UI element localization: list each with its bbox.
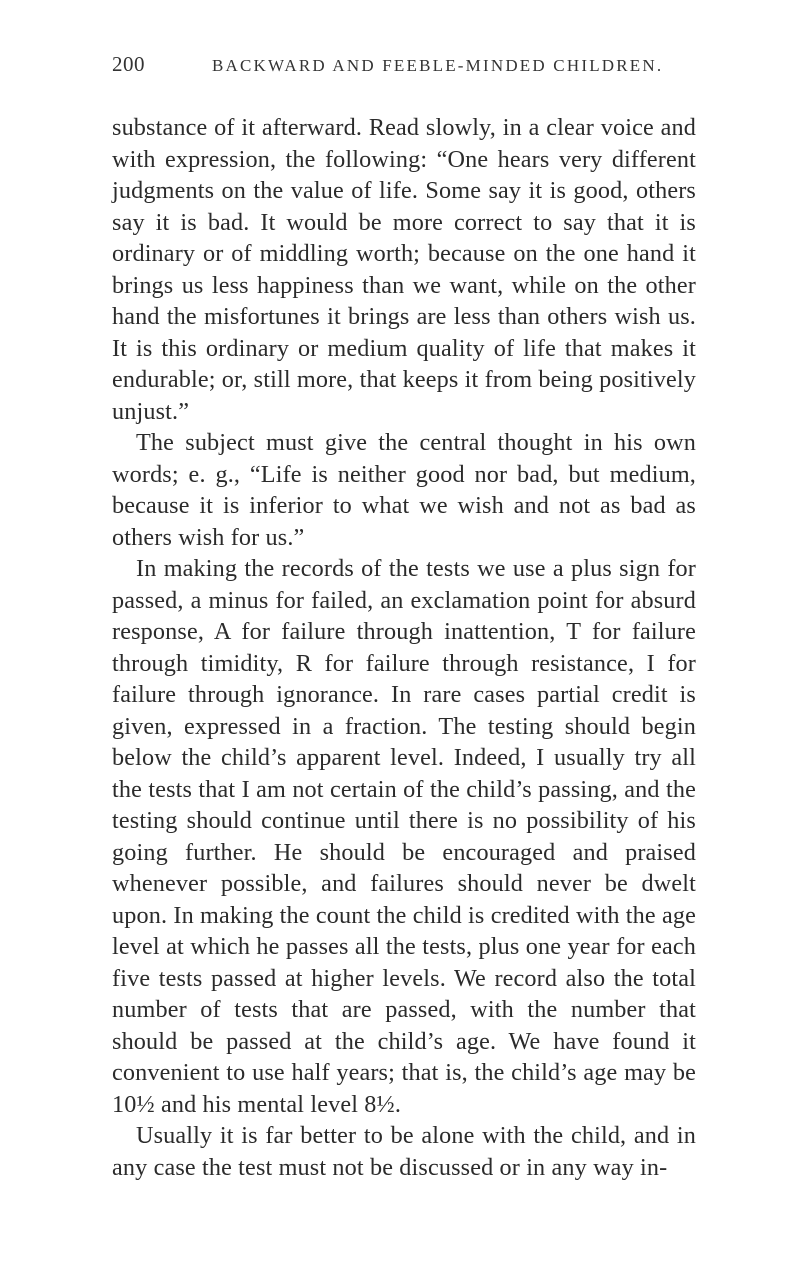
- paragraph-3: In making the records of the tests we use a plus sign for passed, a minus for failed, an exclamation point for absurd response, A for failure through inattention, T for failure through timidity, R for failure through resistance, I for failure through ignorance. In rare cases partial credit is given, expressed in a fraction. The testing should begin below the child’s apparent level. Indeed, I usually try all the tests that I am not certain of the child’s passing, and the testing should continue until there is no possibility of his going further. He should be encouraged and praised whenever possible, and failures should never be dwelt upon. In making the count the child is credited with the age level at which he passes all the tests, plus one year for each five tests passed at higher levels. We record also the total number of tests that are passed, with the number that should be passed at the child’s age. We have found it convenient to use half years; that is, the child’s age may be 10½ and his mental level 8½.: [112, 555, 696, 1118]
- page-body: [112, 112, 696, 1183]
- page-header: [112, 52, 712, 82]
- running-head: BACKWARD AND FEEBLE-MINDED CHILDREN.: [212, 56, 664, 75]
- paragraph-2: The subject must give the central thought in his own words; e. g., “Life is neither good nor bad, but medium, because it is inferior to what we wish and not as bad as others wish for us.”: [112, 429, 696, 551]
- paragraph-4: Usually it is far better to be alone with the child, and in any case the test must not be discussed or in any way in-: [112, 1122, 696, 1181]
- page-number: 200: [112, 52, 145, 76]
- paragraph-1: substance of it afterward. Read slowly, in a clear voice and with expression, the following: “One hears very different judgments on the value of life. Some say it is good, others say it is bad. It would be more correct to say that it is ordinary or of middling worth; because on the one hand it brings us less happiness than we want, while on the other hand the misfortunes it brings are less than others wish us. It is this ordinary or medium quality of life that makes it endurable; or, still more, that keeps it from being positively unjust.”: [112, 114, 697, 425]
